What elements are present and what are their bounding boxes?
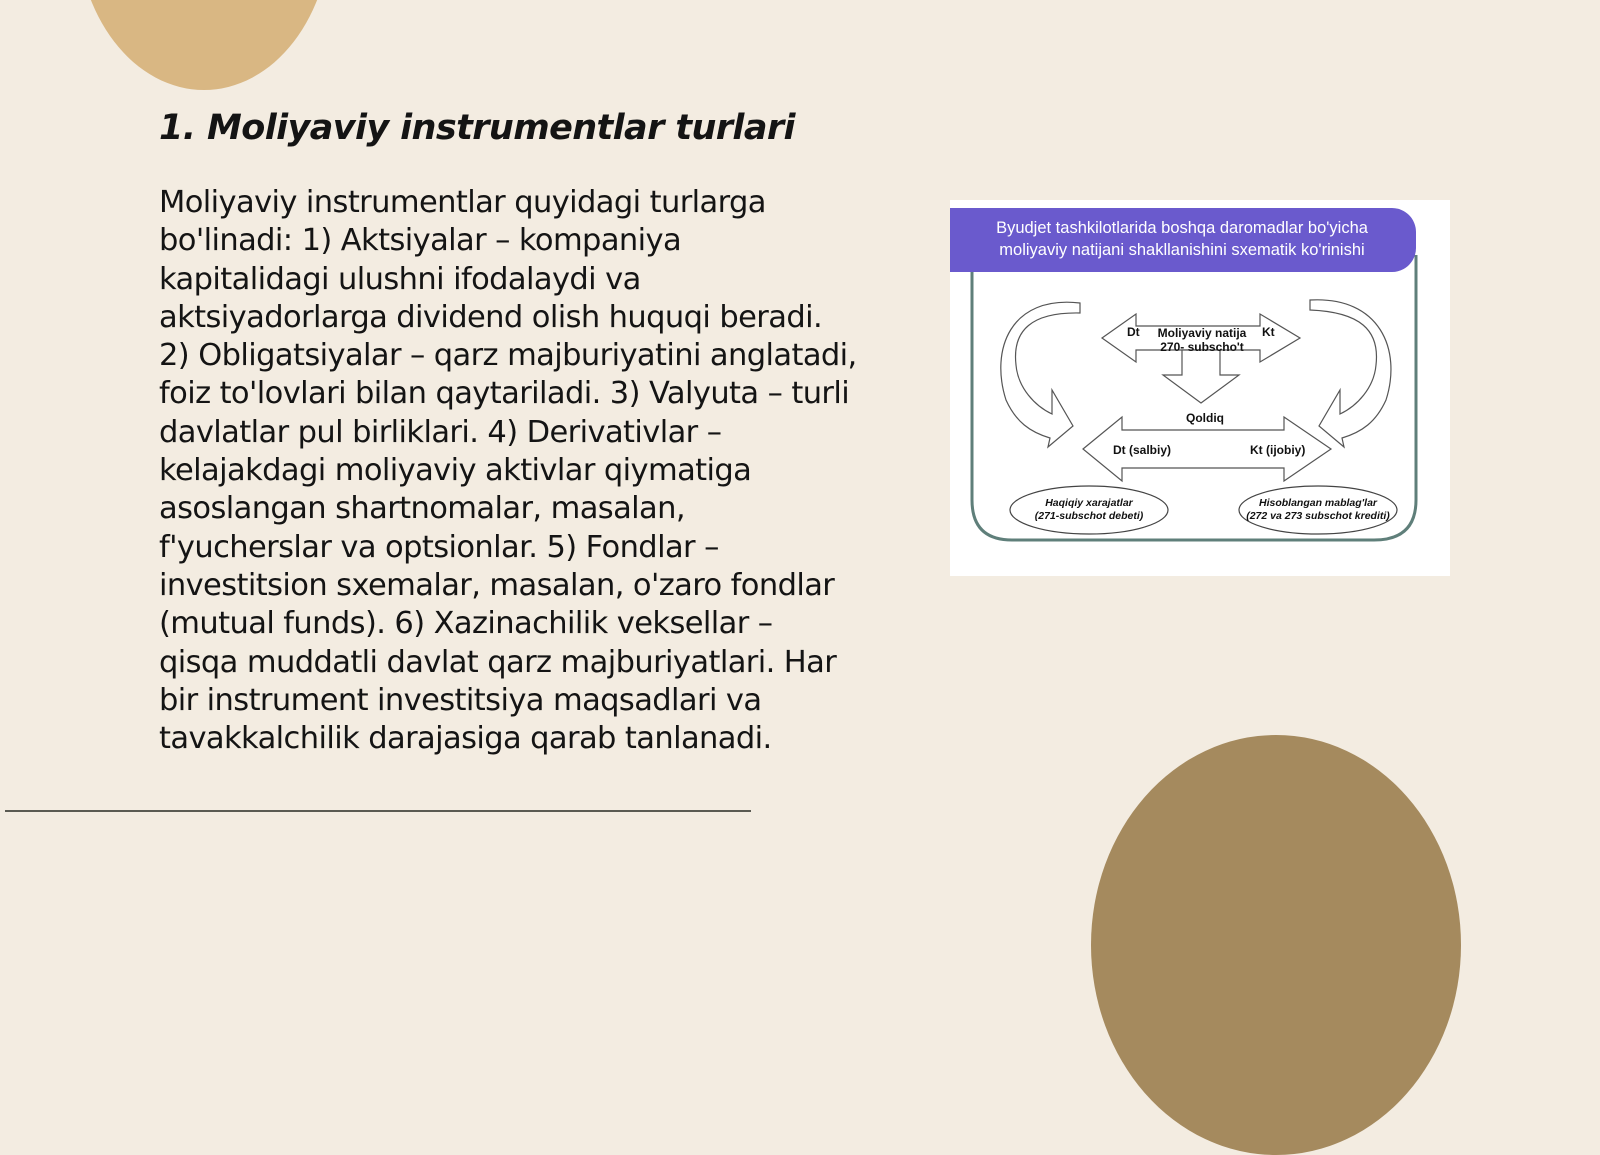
label-top-center-line-1: Moliyaviy natija xyxy=(1157,326,1247,340)
label-top-right: Kt xyxy=(1262,325,1275,339)
ellipse-left-label xyxy=(1019,497,1159,523)
ellipse-left-line-2: (271-subschot debeti) xyxy=(1034,510,1144,522)
decorative-circle-top xyxy=(77,0,331,90)
label-bottom-right: Kt (ijobiy) xyxy=(1250,443,1306,457)
label-middle: Qoldiq xyxy=(1186,411,1224,425)
label-top-center xyxy=(1154,326,1250,354)
diagram-header-line-2: moliyaviy natijani shakllanishini sxematik ko'rinishi xyxy=(999,241,1365,259)
right-curved-arrow xyxy=(1310,300,1391,447)
diagram-header-text xyxy=(962,217,1402,261)
left-curved-arrow xyxy=(1001,302,1080,447)
ellipse-right-line-2: (272 va 273 subschot krediti) xyxy=(1246,510,1390,522)
ellipse-left-line-1: Haqiqiy xarajatlar xyxy=(1045,497,1133,509)
diagram-header-line-1: Byudjet tashkilotlarida boshqa daromadlar bo'yicha xyxy=(996,219,1368,237)
down-arrow xyxy=(1163,350,1239,403)
ellipse-right-line-1: Hisoblangan mablag'lar xyxy=(1258,497,1378,509)
divider-line xyxy=(5,810,751,812)
diagram-header xyxy=(950,208,1416,272)
slide-title: 1. Moliyaviy instrumentlar turlari xyxy=(159,108,795,148)
label-top-left: Dt xyxy=(1127,325,1140,339)
slide-body-text: Moliyaviy instrumentlar quyidagi turlarga bo'linadi: 1) Aktsiyalar – kompaniya kapitalidagi ulushni ifodalaydi va aktsiyadorlarga dividend olish huquqi beradi. 2) Obligatsiyalar – qarz majburiyatini anglatadi, foiz to'lovlari bilan qaytariladi. 3) Valyuta – turli davlatlar pul birliklari. 4) Derivativlar – kelajakdagi moliyaviy aktivlar qiymatiga asoslangan shartnomalar, masalan, f'yucherslar va optsionlar. 5) Fondlar – investitsion sxemalar, masalan, o'zaro fondlar (mutual funds). 6) Xazinachilik veksellar – qisqa muddatli davlat qarz majburiyatlari. Har bir instrument investitsiya maqsadlari va tavakkalchilik darajasiga qarab tanlanadi. xyxy=(159,185,857,757)
ellipse-right-label xyxy=(1240,497,1396,523)
label-bottom-left: Dt (salbiy) xyxy=(1113,443,1172,457)
label-top-center-line-2: 270- subscho't xyxy=(1160,340,1244,354)
diagram-image xyxy=(950,200,1450,576)
decorative-circle-bottom xyxy=(1091,735,1461,1155)
